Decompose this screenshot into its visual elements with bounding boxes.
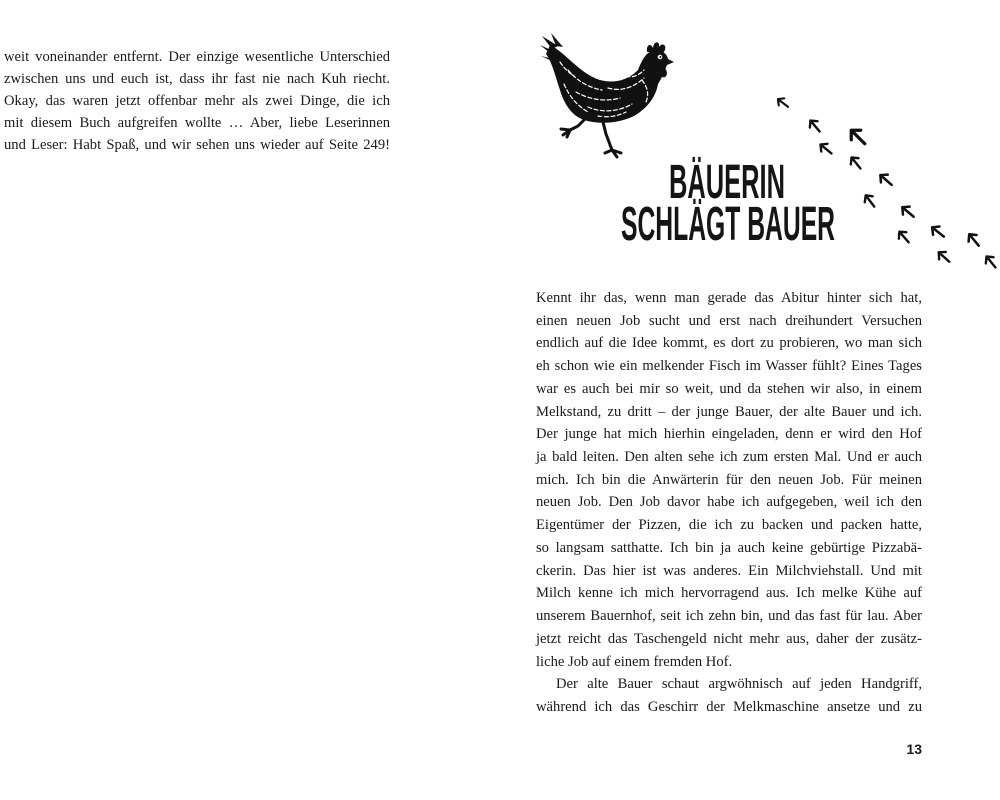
chapter-title (600, 150, 860, 250)
text-line: und Leser: Habt Spaß, und wir sehen uns wieder auf Seite 249! (4, 137, 390, 154)
text-line: Eigentümer der Pizzen, die ich zu backen und packen hatte, (536, 517, 922, 534)
chapter-title-line-2: SCHLÄGT BAUER (621, 198, 835, 251)
text-line: Milch kenne ich mich hervorragend aus. Ich melke Kühe auf (536, 585, 922, 602)
text-line: ja bald leiten. Den alten sehe ich zum ersten Mal. Und er auch (536, 449, 922, 466)
bird-track (864, 195, 875, 206)
text-line: neuen Job. Den Job davor habe ich aufgegeben, weil ich den (536, 494, 922, 511)
text-line: Kennt ihr das, wenn man gerade das Abitur hinter sich hat, (536, 290, 922, 306)
text-line: mich. Ich bin die Anwärterin für den neuen Job. Für meinen (536, 471, 922, 488)
text-line: Okay, das waren jetzt offenbar mehr als zwei Dinge, die ich (4, 93, 390, 110)
chicken-comb (647, 42, 665, 52)
text-line: weit voneinander entfernt. Der einzige wesentliche Unterschied (4, 49, 390, 65)
paragraph (536, 287, 922, 673)
bird-track (778, 98, 788, 108)
chicken-leg (602, 118, 612, 150)
bird-track (899, 232, 910, 243)
text-line: Der alte Bauer schaut argwöhnisch auf jeden Handgriff, (556, 676, 922, 693)
text-line: Der junge hat mich hierhin eingeladen, denn er wird den Hof (536, 426, 922, 443)
bird-track (986, 257, 997, 268)
paragraph (536, 673, 922, 718)
text-line: ckerin. Das hier ist was anderes. Ein Milchviehstall. Und mit (536, 562, 922, 579)
chicken-illustration (540, 32, 680, 162)
text-line: war es auch bei mir so weit, und da stehen wir also, in einem (536, 380, 922, 397)
text-line: Melkstand, zu dritt – der junge Bauer, der alte Bauer und ich. (536, 403, 922, 420)
text-line: liche Job auf einem fremden Hof. (536, 653, 733, 670)
text-line: jetzt reicht das Taschengeld nicht mehr aus, daher der zusätz- (536, 630, 922, 647)
text-line: zwischen uns und euch ist, dass ihr fast nie nach Kuh riecht. (4, 71, 390, 88)
text-line: so langsam satthatte. Ich bin ja auch keine gebürtige Pizzabä- (536, 539, 922, 556)
bird-track (851, 130, 865, 144)
bird-track (880, 174, 891, 185)
text-line: unserem Bauernhof, seit ich zehn bin, und das fast für lau. Aber (536, 608, 922, 625)
bird-track (810, 121, 821, 132)
text-line: mit diesem Buch aufgreifen wollte … Aber, liebe Leserinnen (4, 115, 390, 132)
page-number: 13 (906, 741, 922, 757)
chicken-eye (658, 55, 663, 60)
chapter-title-line-1: BÄUERIN (669, 156, 785, 209)
bird-track (932, 226, 944, 238)
chicken-foot (561, 129, 570, 137)
bird-track (968, 234, 979, 245)
text-line: endlich auf die Idee kommt, es dort zu probieren, wo man sich (536, 335, 922, 352)
chicken-leg (570, 118, 586, 130)
chapter-body (536, 287, 922, 719)
right-page (500, 0, 1000, 800)
text-line: einen neuen Job sucht und erst nach dreihundert Versuchen (536, 312, 922, 329)
eye-pupil (659, 56, 661, 58)
text-line: eh schon wie ein melkender Fisch im Wasser fühlt? Eines Tages (536, 358, 922, 375)
text-line: während ich das Geschirr der Melkmaschine ansetze und zu (536, 698, 922, 715)
bird-track (939, 252, 950, 263)
bird-track (902, 206, 913, 217)
left-page-text (4, 46, 390, 156)
